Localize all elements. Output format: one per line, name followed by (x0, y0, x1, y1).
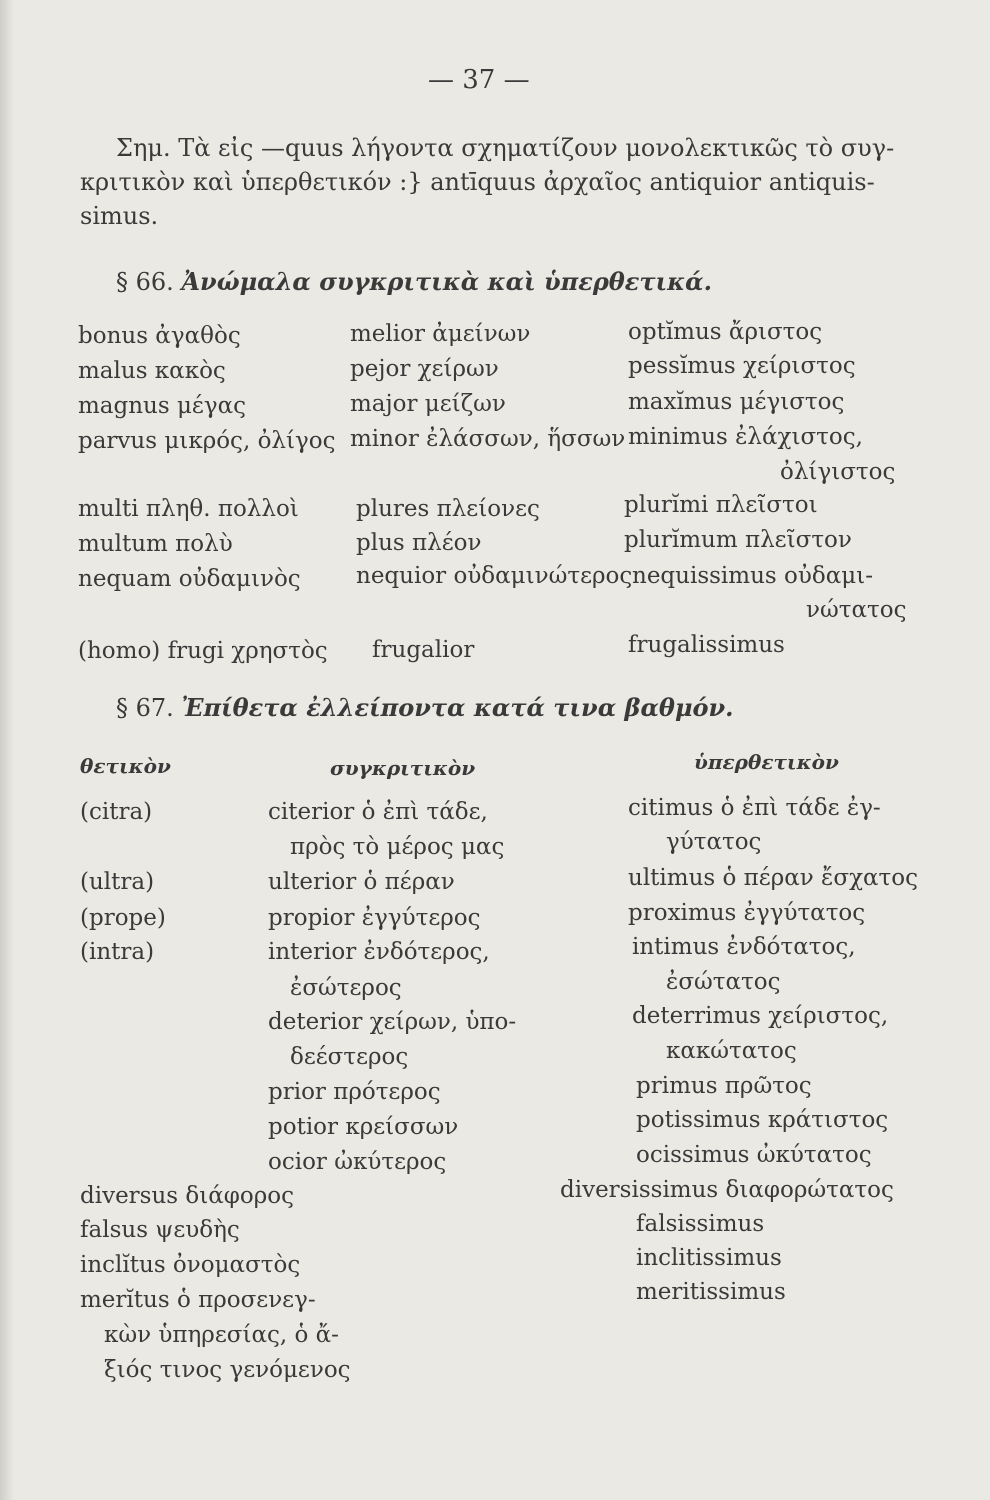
comparative-cell: ulterior ὁ πέραν (268, 869, 455, 895)
comparative-continuation: ἐσώτερος (290, 975, 402, 1001)
preposition-cell: (intra) (80, 939, 155, 965)
superlative-cell: minimus ἐλάχιστος, (628, 424, 863, 450)
superlative-cell: inclitissimus (636, 1245, 782, 1271)
positive-cell: diversus διάφορος (80, 1183, 295, 1209)
positive-cell: malus κακὸς (78, 358, 226, 384)
positive-continuation: κὼν ὑπηρεσίας, ὁ ἄ- (104, 1322, 339, 1348)
comparative-cell: melior ἀμείνων (350, 321, 531, 347)
superlative-cell: proximus ἐγγύτατος (628, 900, 866, 926)
comparative-cell: frugalior (372, 637, 475, 663)
preposition-cell: (prope) (80, 905, 166, 931)
superlative-cell: plurĭmum πλεῖστον (624, 527, 852, 553)
superlative-cell: frugalissimus (628, 632, 785, 658)
note-line-2: κριτικὸν καὶ ὑπερθετικόν :} antīquus ἀρχαῖος antiquior antiquis- (80, 168, 875, 196)
superlative-cell: plurĭmi πλεῖστοι (624, 492, 818, 518)
header-positive: θετικὸν (80, 754, 171, 778)
comparative-cell: propior ἐγγύτερος (268, 905, 481, 931)
superlative-cell: potissimus κράτιστος (636, 1107, 889, 1133)
section-67-title: Ἐπίθετα ἐλλείποντα κατά τινα βαθμόν. (181, 693, 734, 722)
comparative-cell: deterior χείρων, ὑπο- (268, 1009, 517, 1035)
section-67-number: § 67. (116, 694, 174, 722)
comparative-cell: minor ἐλάσσων, ἥσσων (350, 426, 626, 452)
superlative-cell: primus πρῶτος (636, 1073, 812, 1099)
superlative-cell: pessĭmus χείριστος (628, 353, 856, 379)
superlative-continuation: κακώτατος (666, 1038, 797, 1064)
superlative-cell: optĭmus ἄριστος (628, 319, 823, 345)
comparative-continuation: πρὸς τὸ μέρος μας (290, 834, 505, 860)
positive-cell: magnus μέγας (78, 393, 247, 419)
section-66-number: § 66. (116, 268, 174, 296)
comparative-cell: interior ἐνδότερος, (268, 939, 490, 965)
positive-cell: bonus ἀγαθὸς (78, 323, 241, 349)
positive-cell: inclĭtus ὀνομαστὸς (80, 1252, 301, 1278)
note-line-3: simus. (80, 202, 159, 230)
comparative-cell: plus πλέον (356, 530, 482, 556)
superlative-cell: ultimus ὁ πέραν ἔσχατος (628, 865, 919, 891)
superlative-cell: deterrimus χείριστος, (632, 1003, 889, 1029)
superlative-continuation: νώτατος (806, 597, 907, 623)
positive-cell: parvus μικρός, ὀλίγος (78, 428, 336, 454)
comparative-cell: prior πρότερος (268, 1079, 441, 1105)
positive-cell: merĭtus ὁ προσενεγ- (80, 1287, 316, 1313)
positive-cell: falsus ψευδὴς (80, 1217, 240, 1243)
page-number: — 37 — (428, 65, 530, 95)
positive-cell: multi πληθ. πολλοὶ (78, 496, 299, 522)
superlative-cell: meritissimus (636, 1279, 786, 1305)
comparative-cell: nequior οὐδαμινώτερος (356, 563, 633, 589)
note-line-1: Σημ. Τὰ εἰς —quus λήγοντα σχηματίζουν μονολεκτικῶς τὸ συγ- (116, 134, 895, 162)
superlative-cell: diversissimus διαφορώτατος (560, 1177, 894, 1203)
comparative-cell: potior κρείσσων (268, 1114, 459, 1140)
superlative-cell: intimus ἐνδότατος, (632, 934, 856, 960)
positive-cell: multum πολὺ (78, 531, 233, 557)
positive-cell: (homo) frugi χρηστὸς (78, 638, 328, 664)
comparative-cell: pejor χείρων (350, 356, 499, 382)
section-66-heading (116, 268, 712, 296)
page-spine-shadow (0, 0, 14, 1500)
header-comparative: συγκριτικὸν (330, 756, 476, 780)
preposition-cell: (citra) (80, 799, 153, 825)
superlative-cell: maxĭmus μέγιστος (628, 389, 845, 415)
comparative-cell: major μείζων (350, 391, 506, 417)
comparative-cell: citerior ὁ ἐπὶ τάδε, (268, 799, 488, 825)
section-67-heading (116, 694, 734, 722)
superlative-continuation: γύτατος (666, 829, 762, 855)
section-66-title: Ἀνώμαλα συγκριτικὰ καὶ ὑπερθετικά. (181, 267, 712, 296)
comparative-continuation: δεέστερος (290, 1044, 409, 1070)
superlative-cell: citimus ὁ ἐπὶ τάδε ἐγ- (628, 795, 881, 821)
comparative-cell: plures πλείονες (356, 496, 540, 522)
comparative-cell: ocior ὠκύτερος (268, 1149, 447, 1175)
header-superlative: ὑπερθετικὸν (694, 750, 839, 774)
preposition-cell: (ultra) (80, 869, 155, 895)
superlative-cell: ocissimus ὠκύτατος (636, 1142, 872, 1168)
superlative-continuation: ὀλίγιστος (780, 459, 896, 485)
superlative-cell: nequissimus οὐδαμι- (632, 563, 873, 589)
superlative-continuation: ἐσώτατος (666, 969, 781, 995)
superlative-cell: falsissimus (636, 1211, 765, 1237)
positive-continuation: ξιός τινος γενόμενος (104, 1357, 351, 1383)
positive-cell: nequam οὐδαμινὸς (78, 566, 301, 592)
